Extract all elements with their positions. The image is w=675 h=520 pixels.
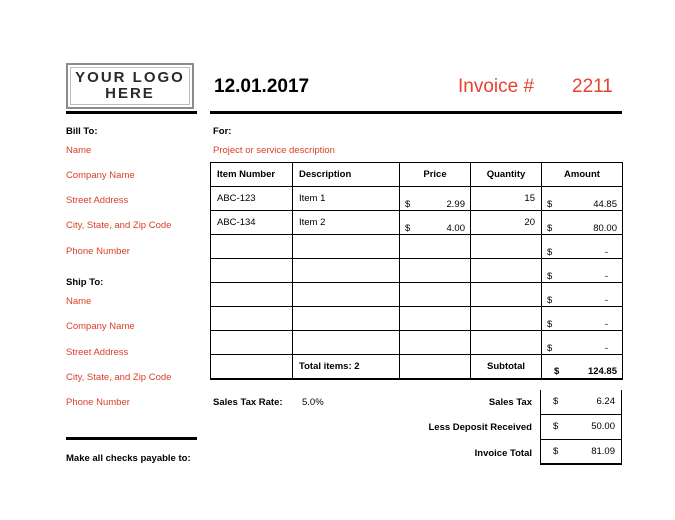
table-row bbox=[211, 259, 623, 283]
bill-to-label: Bill To: bbox=[66, 126, 98, 137]
cell-price bbox=[400, 211, 471, 235]
price-value: 2.99 bbox=[446, 198, 465, 210]
cell-price bbox=[400, 235, 471, 259]
cell-quantity: 15 bbox=[471, 187, 542, 211]
cell-amount bbox=[542, 331, 623, 355]
cell-quantity: 20 bbox=[471, 211, 542, 235]
amount-value: 80.00 bbox=[593, 222, 617, 234]
invoice-total-label: Invoice Total bbox=[474, 448, 532, 459]
cell-price bbox=[400, 187, 471, 211]
deposit-value: 50.00 bbox=[591, 421, 615, 432]
header-description: Description bbox=[293, 163, 400, 187]
cell-description bbox=[293, 235, 400, 259]
cell-item-number: ABC-134 bbox=[211, 211, 293, 235]
header-price: Price bbox=[400, 163, 471, 187]
cell-empty bbox=[211, 355, 293, 379]
cell-item-number bbox=[211, 331, 293, 355]
cell-item-number bbox=[211, 259, 293, 283]
invoice-total-value: 81.09 bbox=[591, 446, 615, 457]
invoice-number-label: Invoice # bbox=[458, 76, 535, 97]
sales-tax-rate: 5.0% bbox=[302, 397, 324, 408]
line-items-table bbox=[210, 162, 623, 380]
amount-currency: $ bbox=[547, 342, 553, 354]
cell-description: Item 2 bbox=[293, 211, 400, 235]
amount-value: - bbox=[604, 246, 608, 258]
header-rule-right bbox=[210, 111, 622, 114]
cell-price bbox=[400, 307, 471, 331]
bill-to-city: City, State, and Zip Code bbox=[66, 220, 172, 231]
deposit-box bbox=[540, 415, 622, 440]
table-row bbox=[211, 283, 623, 307]
header-rule-left bbox=[66, 111, 197, 114]
cell-description: Item 1 bbox=[293, 187, 400, 211]
project-description: Project or service description bbox=[213, 145, 335, 156]
cell-amount bbox=[542, 211, 623, 235]
cell-empty bbox=[400, 355, 471, 379]
sales-tax-value: 6.24 bbox=[596, 396, 615, 407]
ship-to-label: Ship To: bbox=[66, 277, 104, 288]
cell-item-number bbox=[211, 307, 293, 331]
amount-value: - bbox=[604, 342, 608, 354]
amount-value: - bbox=[604, 318, 608, 330]
payable-label: Make all checks payable to: bbox=[66, 453, 191, 464]
subtotal-label: Subtotal bbox=[471, 355, 542, 379]
for-label: For: bbox=[213, 126, 232, 137]
table-row bbox=[211, 307, 623, 331]
sales-tax-box bbox=[540, 390, 622, 415]
cell-quantity bbox=[471, 235, 542, 259]
logo-line-1: YOUR LOGO bbox=[75, 69, 185, 86]
amount-currency: $ bbox=[547, 318, 553, 330]
invoice-total-box bbox=[540, 440, 622, 465]
ship-to-phone: Phone Number bbox=[66, 397, 130, 408]
ship-to-city: City, State, and Zip Code bbox=[66, 372, 172, 383]
cell-item-number bbox=[211, 283, 293, 307]
price-value: 4.00 bbox=[446, 222, 465, 234]
table-row bbox=[211, 331, 623, 355]
header-item-number: Item Number bbox=[211, 163, 293, 187]
sales-tax-currency: $ bbox=[553, 396, 559, 407]
cell-amount bbox=[542, 283, 623, 307]
bill-to-street: Street Address bbox=[66, 195, 129, 206]
cell-amount bbox=[542, 259, 623, 283]
ship-to-street: Street Address bbox=[66, 347, 129, 358]
amount-value: - bbox=[604, 294, 608, 306]
table-row bbox=[211, 235, 623, 259]
cell-item-number bbox=[211, 235, 293, 259]
logo-line-2: HERE bbox=[105, 85, 155, 102]
cell-quantity bbox=[471, 259, 542, 283]
amount-currency: $ bbox=[547, 246, 553, 258]
deposit-label: Less Deposit Received bbox=[428, 422, 532, 433]
bill-to-company: Company Name bbox=[66, 170, 135, 181]
subtotal-currency: $ bbox=[554, 366, 560, 378]
cell-quantity bbox=[471, 283, 542, 307]
amount-currency: $ bbox=[547, 270, 553, 282]
invoice-number: 2211 bbox=[572, 76, 613, 97]
cell-description bbox=[293, 331, 400, 355]
cell-quantity bbox=[471, 307, 542, 331]
amount-value: 44.85 bbox=[593, 198, 617, 210]
sales-tax-label: Sales Tax bbox=[488, 397, 532, 408]
table-row bbox=[211, 187, 623, 211]
table-header-row bbox=[211, 163, 623, 187]
cell-amount bbox=[542, 307, 623, 331]
table-total-row bbox=[211, 355, 623, 379]
payable-rule bbox=[66, 437, 197, 440]
cell-price bbox=[400, 283, 471, 307]
price-currency: $ bbox=[405, 198, 411, 210]
cell-quantity bbox=[471, 331, 542, 355]
price-currency: $ bbox=[405, 222, 411, 234]
invoice-date: 12.01.2017 bbox=[214, 76, 310, 97]
cell-description bbox=[293, 307, 400, 331]
cell-description bbox=[293, 283, 400, 307]
bill-to-name: Name bbox=[66, 145, 92, 156]
amount-value: - bbox=[604, 270, 608, 282]
header-amount: Amount bbox=[542, 163, 623, 187]
table-row bbox=[211, 211, 623, 235]
cell-description bbox=[293, 259, 400, 283]
bill-to-phone: Phone Number bbox=[66, 246, 130, 257]
sales-tax-rate-label: Sales Tax Rate: bbox=[213, 397, 283, 408]
subtotal-value: 124.85 bbox=[587, 366, 617, 378]
ship-to-company: Company Name bbox=[66, 321, 135, 332]
cell-amount bbox=[542, 187, 623, 211]
invoice-total-currency: $ bbox=[553, 446, 559, 457]
header-quantity: Quantity bbox=[471, 163, 542, 187]
cell-price bbox=[400, 259, 471, 283]
cell-price bbox=[400, 331, 471, 355]
total-items: Total items: 2 bbox=[293, 355, 400, 379]
amount-currency: $ bbox=[547, 294, 553, 306]
deposit-currency: $ bbox=[553, 421, 559, 432]
logo-placeholder bbox=[66, 63, 194, 109]
ship-to-name: Name bbox=[66, 296, 92, 307]
cell-amount bbox=[542, 235, 623, 259]
subtotal-cell bbox=[542, 355, 623, 379]
cell-item-number: ABC-123 bbox=[211, 187, 293, 211]
amount-currency: $ bbox=[547, 222, 553, 234]
amount-currency: $ bbox=[547, 198, 553, 210]
